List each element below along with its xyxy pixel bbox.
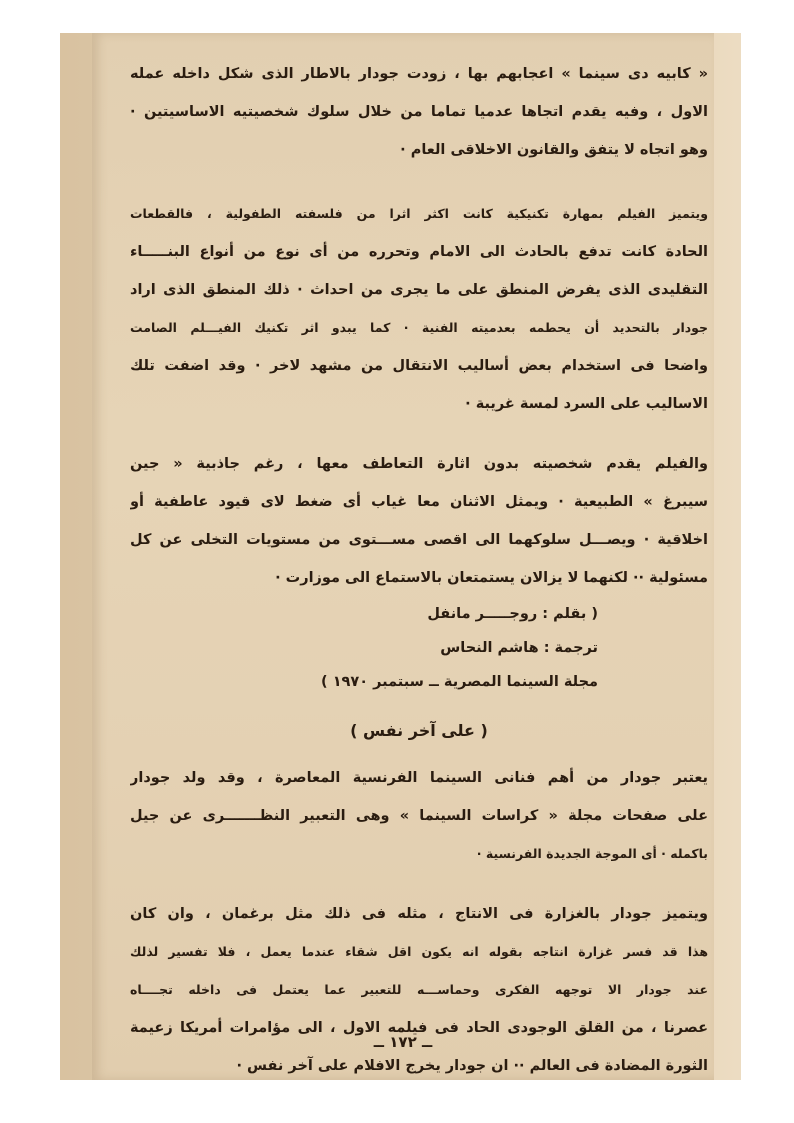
text-line: عند جودار الا توجهه الفكرى وحماســـه للتعبير عما يعتمل فى داخله تجــــاه: [130, 982, 708, 997]
scanned-page-background: [60, 33, 741, 1080]
paragraph-1: [130, 55, 708, 169]
text-line: « كابيه دى سينما » اعجابهم بها ، زودت جودار بالاطار الذى شكل داخله عمله: [130, 66, 708, 82]
article-credits: [130, 597, 708, 699]
text-line: والفيلم يقدم شخصيته بدون اثارة التعاطف معها ، رغم جاذبية « جين: [130, 456, 708, 472]
text-line: الحادة كانت تدفع بالحادث الى الامام وتحرره من أى نوع من أنواع البنـــــاء: [130, 244, 708, 260]
text-line: هذا قد فسر غزارة انتاجه بقوله انه يكون اقل شقاء عندما يعمل ، فلا تفسير لذلك: [130, 944, 708, 959]
text-line: عصرنا ، من القلق الوجودى الحاد فى فيلمه الاول ، الى مؤامرات أمريكا زعيمة: [130, 1020, 708, 1036]
text-line: مسئولية ·· لكنهما لا يزالان يستمتعان بالاستماع الى موزارت ·: [275, 570, 708, 586]
text-line: الاساليب على السرد لمسة غريبة ·: [465, 396, 708, 412]
text-line: باكمله · أى الموجة الجديدة الفرنسية ·: [476, 846, 708, 861]
page-text: [130, 55, 708, 1080]
page-number: ــ ١٧٢ ــ: [373, 1033, 433, 1051]
text-line: اخلاقية · ويصـــل سلوكهما الى اقصى مســـتوى من مستويات التخلى عن كل: [130, 532, 708, 548]
paragraph-2: [130, 195, 708, 423]
text-line: الثورة المضادة فى العالم ·· ان جودار يخرج الافلام على آخر نفس ·: [236, 1058, 708, 1074]
paragraph-3: [130, 445, 708, 597]
text-line: التقليدى الذى يفرض المنطق على ما يجرى من احداث · ذلك المنطق الذى اراد: [130, 282, 708, 298]
text-line: يعتبر جودار من أهم فنانى السينما الفرنسية المعاصرة ، وقد ولد جودار: [130, 770, 708, 786]
translator-credit: ترجمة : هاشم النحاس: [440, 640, 598, 656]
section-heading: ( على آخر نفس ): [350, 721, 488, 740]
source-credit: مجلة السينما المصرية ــ سبتمبر ١٩٧٠ ): [321, 674, 598, 690]
paragraph-5: [130, 895, 708, 1080]
text-line: وهو اتجاه لا يتفق والقانون الاخلاقى العام ·: [400, 142, 708, 158]
text-line: ويتميز جودار بالغزارة فى الانتاج ، مثله فى ذلك مثل برغمان ، وان كان: [130, 906, 708, 922]
author-credit: ( بقلم : روجـــــر مانفل: [427, 606, 598, 622]
book-page: [92, 33, 714, 1080]
text-line: ويتميز الفيلم بمهارة تكنيكية كانت اكثر اثرا من فلسفته الطفولية ، فالقطعات: [130, 206, 708, 221]
text-line: جودار بالتحديد أن يحطمه بعدميته الفنية · كما يبدو اثر تكنيك الفيـــلم الصامت: [130, 320, 708, 335]
paragraph-4: [130, 759, 708, 873]
text-line: الاول ، وفيه يقدم اتجاها عدميا تماما من خلال سلوك شخصيتيه الاساسيتين ·: [130, 104, 708, 120]
text-line: على صفحات مجلة « كراسات السينما » وهى التعبير النظـــــــرى عن جيل: [130, 808, 708, 824]
text-line: واضحا فى استخدام بعض أساليب الانتقال من مشهد لاخر · وقد اضفت تلك: [130, 358, 708, 374]
text-line: سيبرغ » الطبيعية · ويمثل الاثنان معا غياب أى ضغط لاى قيود عاطفية أو: [130, 494, 708, 510]
